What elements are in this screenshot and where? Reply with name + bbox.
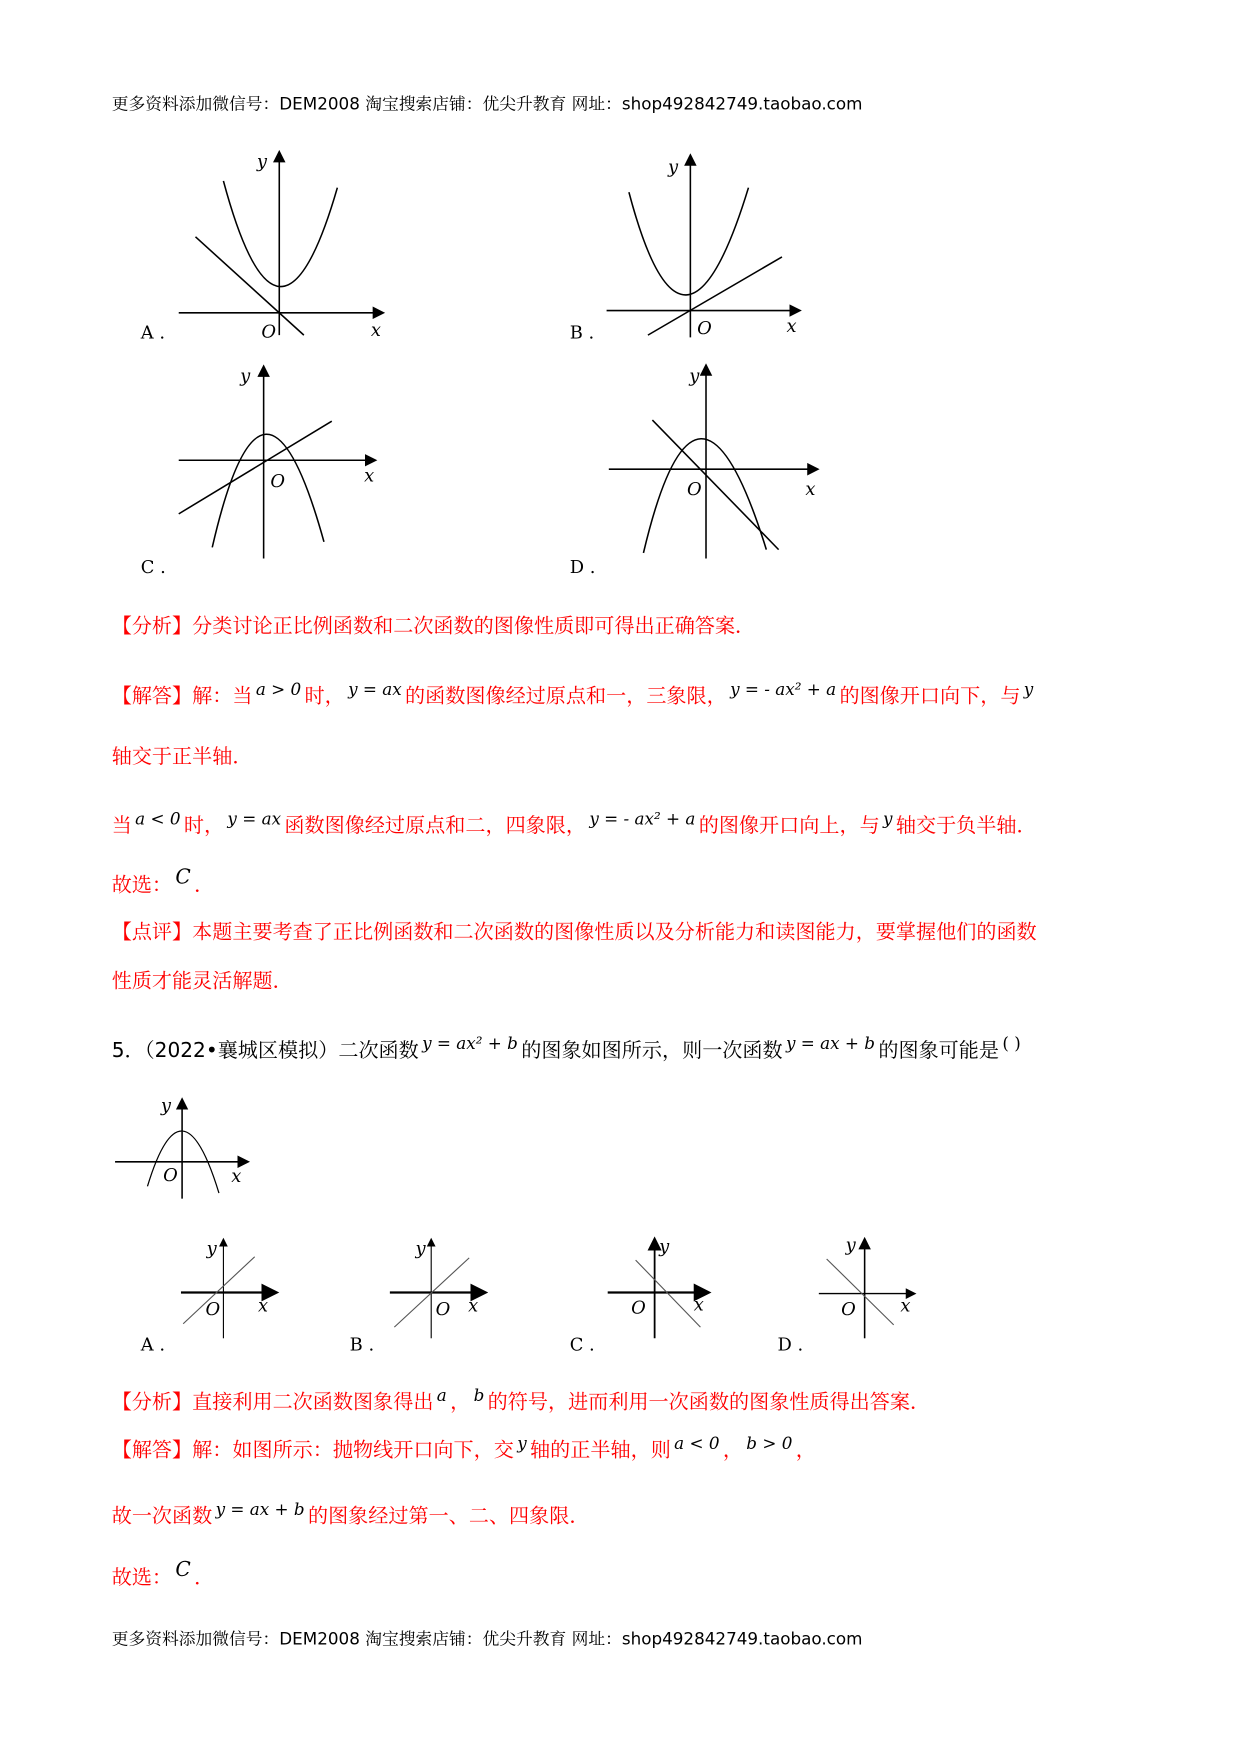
math: y (883, 808, 893, 829)
text: 的图像开口向上，与 (698, 814, 880, 838)
graph-q5-d (778, 1235, 914, 1355)
math: a > 0 (255, 679, 302, 700)
math: y = ax² + b (422, 1033, 518, 1054)
text: 时， (183, 814, 225, 838)
x-label: x (370, 320, 381, 342)
q4-comment-line2: 性质才能灵活解题． (111, 969, 293, 994)
text: 【解答】解：如图所示：抛物线开口向下，交 (111, 1438, 514, 1463)
text: 【解答】解：当 (111, 684, 253, 709)
graph-q4-a (140, 152, 382, 344)
page-header: 更多资料添加微信号：DEM2008 淘宝搜索店铺：优尖升教育 网址：shop492842749.taobao.com (111, 93, 863, 114)
text: 的图象如图所示，则一次函数 (521, 1038, 783, 1063)
x-label: x (231, 1165, 242, 1187)
text: 的图像开口向下，与 (839, 684, 1021, 709)
text: 的图象可能是 (878, 1038, 1000, 1063)
y-label: y (415, 1238, 426, 1260)
text: 故选： (111, 1566, 173, 1590)
parabola (643, 439, 766, 553)
text: 的函数图像经过原点和一，三象限， (405, 684, 727, 709)
option-d-label: D . (777, 1334, 804, 1356)
q5-answer-line1 (112, 1434, 816, 1463)
graph-q5-c (570, 1236, 707, 1355)
option-d-label: D . (569, 557, 596, 579)
math: y = ax (227, 808, 282, 829)
x-label: x (693, 1294, 704, 1316)
graph-q5-a (140, 1239, 275, 1356)
y-label: y (668, 157, 679, 179)
q4-answer-line2: 轴交于正半轴． (111, 745, 253, 769)
answer-blank: ( ) (1002, 1033, 1021, 1054)
math: y = ax + b (785, 1033, 876, 1054)
q4-answer-line3 (112, 810, 1037, 839)
text: 【分析】直接利用二次函数图象得出 (111, 1390, 434, 1415)
option-c-label: C . (140, 557, 166, 579)
q5-answer-line2 (112, 1500, 590, 1529)
graph-q4-c (141, 366, 374, 578)
text: ． (194, 1566, 215, 1590)
text: 函数图像经过原点和二，四象限， (284, 814, 587, 838)
y-label: y (256, 151, 268, 173)
q4-choice (111, 865, 215, 898)
q5-choice (111, 1558, 215, 1591)
text: 的图象经过第一、二、四象限． (307, 1504, 590, 1529)
x-label: x (900, 1295, 911, 1317)
origin-label: O (697, 318, 712, 340)
y-label: y (160, 1095, 171, 1117)
x-label: x (805, 478, 816, 500)
parabola (629, 188, 749, 295)
text: ． (194, 873, 215, 898)
x-label: x (258, 1295, 269, 1317)
math: a < 0 (135, 808, 181, 829)
option-b-label: B . (349, 1334, 375, 1356)
parabola (223, 181, 337, 287)
graph-q5-b (350, 1239, 484, 1356)
text: 时， (304, 684, 345, 709)
origin-label: O (435, 1298, 451, 1320)
x-label: x (468, 1295, 479, 1317)
y-label: y (845, 1235, 856, 1257)
text: ， (722, 1438, 743, 1463)
graph-q5-parabola (115, 1096, 247, 1199)
y-label: y (206, 1238, 217, 1260)
math: a (436, 1385, 447, 1406)
origin-label: O (687, 478, 702, 500)
math: y = - ax² + a (730, 679, 837, 700)
text: 故选： (111, 873, 173, 898)
line (195, 237, 303, 335)
origin-label: O (841, 1298, 856, 1320)
graph-q4-d (570, 366, 817, 578)
line (827, 1259, 894, 1325)
q5-analysis (112, 1386, 930, 1415)
math: y = - ax² + a (589, 808, 696, 829)
text: ， (450, 1390, 471, 1415)
y-label: y (240, 366, 251, 388)
math: y (1023, 679, 1034, 700)
y-label: y (689, 366, 700, 388)
text: 的符号，进而利用一次函数的图象性质得出答案． (487, 1390, 931, 1415)
q4-analysis: 【分析】分类讨论正比例函数和二次函数的图像性质即可得出正确答案． (111, 614, 756, 638)
math: y (517, 1433, 527, 1454)
x-label: x (786, 315, 797, 337)
option-b-label: B . (569, 322, 595, 344)
option-c-label: C . (569, 1334, 595, 1356)
graph-q4-b (570, 156, 799, 343)
origin-label: O (631, 1297, 646, 1319)
q4-comment-line1: 【点评】本题主要考查了正比例函数和二次函数的图像性质以及分析能力和读图能力，要掌握他们的函数 (111, 920, 1037, 944)
x-label: x (364, 465, 375, 487)
line (648, 257, 782, 335)
text: ， (795, 1438, 816, 1463)
math: b (473, 1385, 485, 1406)
option-a-label: A . (140, 322, 166, 344)
math: b > 0 (746, 1433, 793, 1454)
line (652, 420, 778, 550)
text: 轴交于负半轴． (895, 814, 1037, 838)
math: y = ax (348, 679, 402, 700)
origin-label: O (270, 471, 285, 493)
option-a-label: A . (140, 1334, 166, 1356)
text: 当 (111, 814, 132, 838)
text: 轴的正半轴，则 (530, 1438, 671, 1463)
y-label: y (659, 1236, 670, 1258)
math: C (175, 1558, 191, 1582)
parabola (212, 434, 324, 547)
math: y = ax + b (215, 1499, 305, 1520)
q4-answer-line1 (112, 680, 1037, 709)
origin-label: O (163, 1164, 178, 1186)
math: C (175, 865, 191, 890)
text: 5．（2022•襄城区模拟）二次函数 (111, 1038, 419, 1063)
q5-question (112, 1034, 1024, 1063)
text: 故一次函数 (111, 1504, 213, 1529)
line (179, 421, 332, 514)
origin-label: O (261, 321, 277, 343)
page-footer: 更多资料添加微信号：DEM2008 淘宝搜索店铺：优尖升教育 网址：shop492842749.taobao.com (111, 1628, 863, 1649)
origin-label: O (205, 1298, 221, 1320)
math: a < 0 (674, 1433, 720, 1454)
